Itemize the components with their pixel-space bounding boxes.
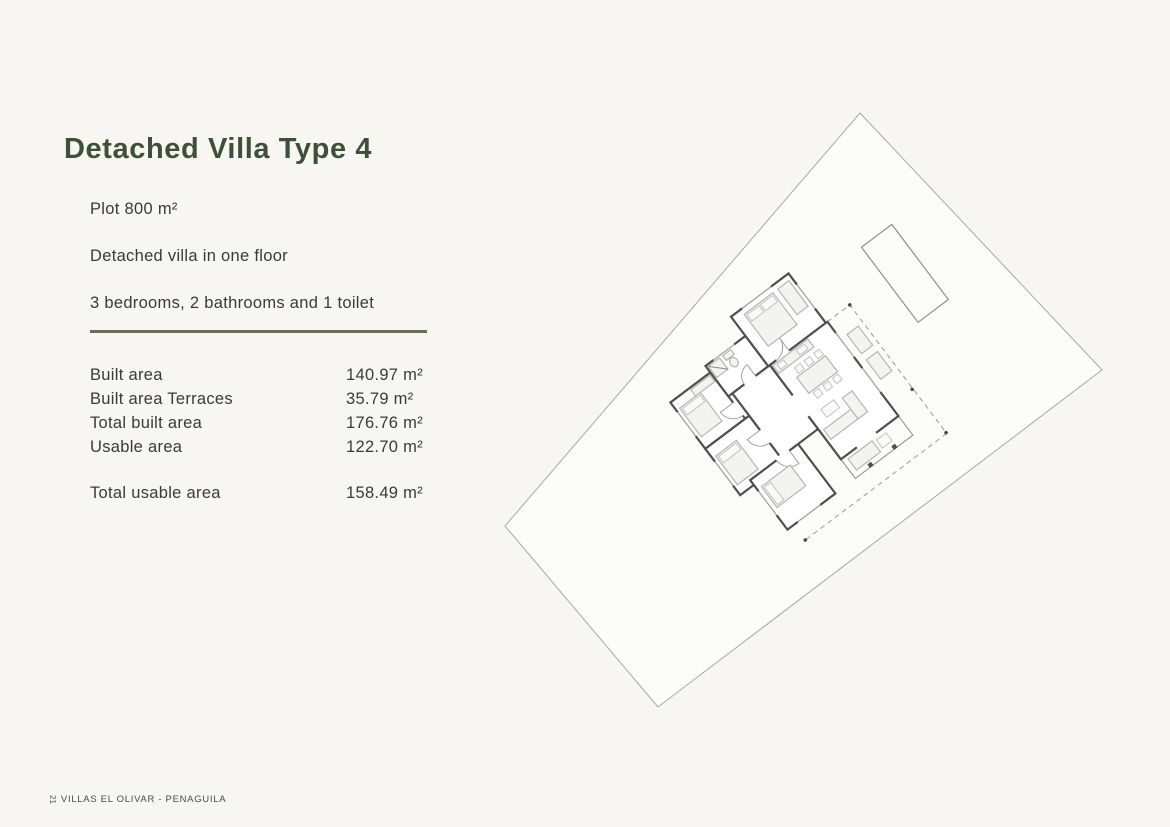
- footer-text: VILLAS EL OLIVAR - PENAGUILA: [60, 793, 227, 805]
- table-row: [90, 435, 430, 459]
- spec-floors: Detached villa in one floor: [90, 247, 288, 265]
- table-row: [90, 363, 430, 387]
- table-row: [90, 411, 430, 435]
- table-row: [90, 387, 430, 411]
- area-label: Total built area: [90, 414, 203, 432]
- page-title: Detached Villa Type 4: [64, 133, 373, 166]
- area-value: 35.79 m²: [346, 390, 414, 408]
- area-label: Total usable area: [90, 484, 221, 502]
- area-value: 158.49 m²: [346, 484, 423, 502]
- page-number: 21: [47, 794, 57, 804]
- area-value: 140.97 m²: [346, 366, 423, 384]
- area-value: 176.76 m²: [346, 414, 423, 432]
- area-label: Built area Terraces: [90, 390, 233, 408]
- area-table: [90, 363, 430, 505]
- spec-plot: Plot 800 m²: [90, 200, 178, 218]
- area-label: Built area: [90, 366, 163, 384]
- footer: [48, 792, 226, 806]
- area-label: Usable area: [90, 438, 183, 456]
- divider-line: [90, 330, 427, 333]
- area-value: 122.70 m²: [346, 438, 423, 456]
- spec-rooms: 3 bedrooms, 2 bathrooms and 1 toilet: [90, 294, 375, 312]
- table-row-total: [90, 481, 430, 505]
